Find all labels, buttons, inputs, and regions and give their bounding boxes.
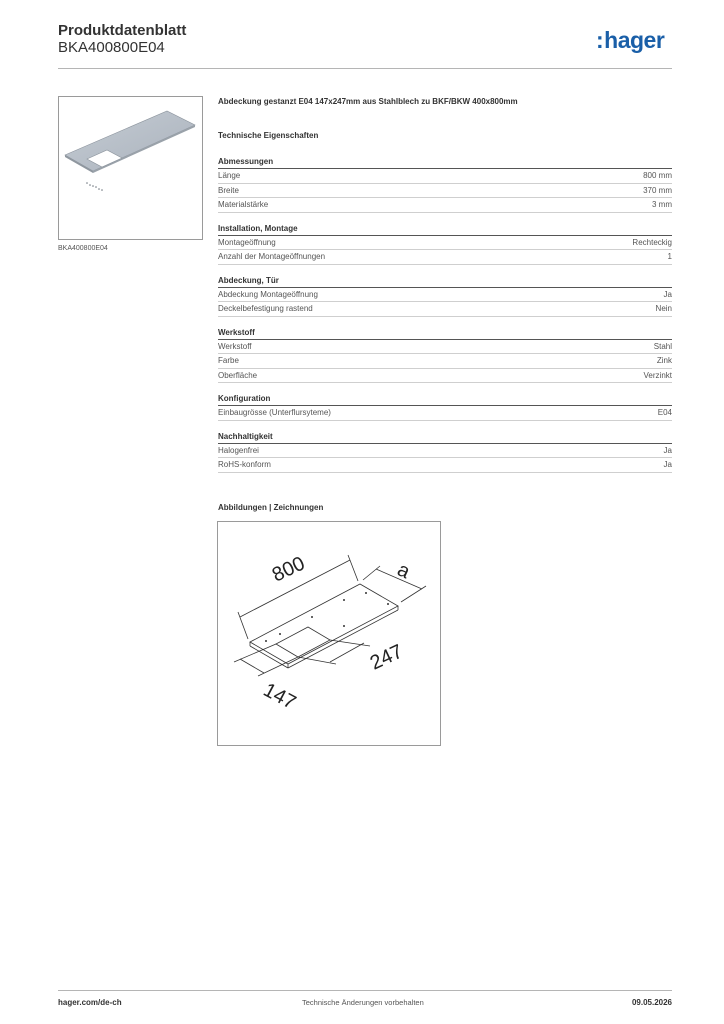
- spec-row: [218, 236, 672, 251]
- technical-drawing: [217, 521, 441, 746]
- page-title: Produktdatenblatt: [58, 22, 187, 39]
- section-title: Konfiguration: [218, 392, 672, 406]
- section-installation: [218, 222, 672, 265]
- specs-table: [218, 155, 672, 482]
- spec-value: Stahl: [653, 341, 672, 351]
- spec-value: Ja: [663, 445, 672, 455]
- spec-label: Halogenfrei: [218, 445, 259, 455]
- image-caption: BKA400800E04: [58, 245, 108, 252]
- spec-value: Nein: [655, 304, 672, 313]
- header-divider: [58, 68, 672, 69]
- spec-row: [218, 250, 672, 265]
- drawings-heading: Abbildungen | Zeichnungen: [218, 503, 324, 512]
- spec-value: Ja: [663, 289, 672, 299]
- spec-value: 1: [667, 252, 672, 261]
- spec-row: [218, 406, 672, 421]
- spec-label: RoHS-konform: [218, 460, 271, 469]
- spec-row: [218, 198, 672, 213]
- section-title: Nachhaltigkeit: [218, 430, 672, 444]
- spec-label: Montageöffnung: [218, 237, 276, 247]
- spec-row: [218, 340, 672, 355]
- spec-row: [218, 444, 672, 459]
- dim-label-cutout-width: 147: [259, 678, 300, 715]
- spec-value: 370 mm: [643, 185, 672, 195]
- dim-label-length: 800: [268, 552, 309, 587]
- spec-value: 800 mm: [643, 171, 672, 180]
- spec-label: Abdeckung Montageöffnung: [218, 289, 318, 299]
- spec-label: Länge: [218, 171, 241, 180]
- section-abmessungen: [218, 155, 672, 213]
- dimension-drawing: [218, 522, 440, 745]
- spec-label: Deckelbefestigung rastend: [218, 304, 313, 313]
- spec-value: Zink: [656, 356, 672, 365]
- hager-logo: :hager: [596, 27, 665, 53]
- footer-website-link[interactable]: hager.com/de-ch: [58, 998, 122, 1007]
- spec-value: Ja: [663, 460, 672, 469]
- spec-row: [218, 288, 672, 303]
- section-werkstoff: [218, 326, 672, 384]
- spec-value: Rechteckig: [632, 237, 672, 247]
- section-title: Werkstoff: [218, 326, 672, 340]
- spec-row: [218, 458, 672, 473]
- article-number: BKA400800E04: [58, 39, 165, 56]
- spec-label: Anzahl der Montageöffnungen: [218, 252, 326, 261]
- product-description: Abdeckung gestanzt E04 147x247mm aus Stahlblech zu BKF/BKW 400x800mm: [218, 97, 518, 106]
- dim-label-width: a: [393, 558, 414, 584]
- product-image: [58, 96, 203, 240]
- section-konfiguration: [218, 392, 672, 421]
- section-title: Abmessungen: [218, 155, 672, 169]
- footer-date: 09.05.2026: [631, 998, 672, 1007]
- spec-label: Materialstärke: [218, 200, 269, 209]
- section-nachhaltigkeit: [218, 430, 672, 473]
- footer-disclaimer: Technische Änderungen vorbehalten: [302, 998, 424, 1007]
- spec-label: Breite: [218, 185, 239, 195]
- spec-row: [218, 169, 672, 184]
- spec-label: Werkstoff: [218, 341, 252, 351]
- spec-row: [218, 184, 672, 199]
- section-title: Abdeckung, Tür: [218, 274, 672, 288]
- section-abdeckung: [218, 274, 672, 317]
- spec-row: [218, 354, 672, 369]
- spec-row: [218, 369, 672, 384]
- footer-divider: [58, 990, 672, 991]
- spec-label: Oberfläche: [218, 370, 258, 380]
- section-title: Installation, Montage: [218, 222, 672, 236]
- spec-row: [218, 302, 672, 317]
- dim-label-cutout-length: 247: [366, 640, 407, 675]
- tech-properties-heading: Technische Eigenschaften: [218, 131, 319, 140]
- spec-value: 3 mm: [652, 200, 672, 209]
- product-plate-illustration: [59, 97, 202, 239]
- spec-label: Farbe: [218, 356, 239, 365]
- spec-label: Einbaugrösse (Unterflursyteme): [218, 408, 331, 417]
- spec-value: Verzinkt: [643, 370, 672, 380]
- spec-value: E04: [657, 408, 672, 417]
